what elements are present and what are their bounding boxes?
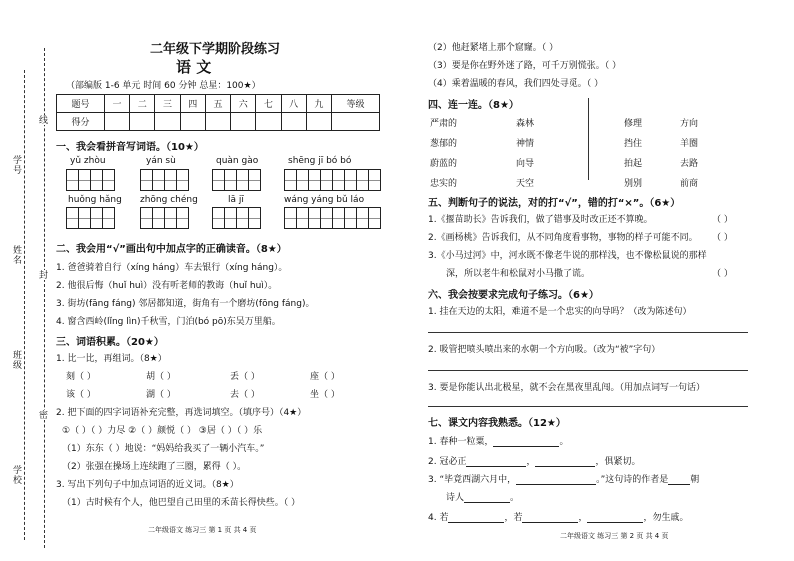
pinyin-label: zhōng chéng xyxy=(140,195,198,205)
reading-line[interactable]: 2. 他很后悔（huǐ huì）没有听老师的教诲（huǐ huì）。 xyxy=(56,281,278,291)
margin-school: 学校 xyxy=(11,465,21,485)
blank[interactable] xyxy=(516,474,596,485)
idiom-options[interactable]: ①（ ）（ ）力尽 ②（ ）颜悦（ ） ③居（ ）（ ）乐 xyxy=(62,426,263,436)
recite-3b xyxy=(446,490,519,503)
writing-grid[interactable] xyxy=(212,207,261,229)
question-3-1: 1. 比一比，再组词。（8★） xyxy=(56,354,167,364)
idiom-fill-2[interactable]: （2）张强在操场上连续跑了三圈，累得（ ）。 xyxy=(62,462,247,472)
section-5-heading: 五、判断句子的说法，对的打“√”，错的打“×”。（6★） xyxy=(428,198,681,209)
recite-3-end: 朝 xyxy=(690,475,700,485)
synonym-2[interactable]: （2）他赶紧堵上那个窟窿。（ ） xyxy=(428,43,559,53)
writing-grid[interactable] xyxy=(140,207,189,229)
score-header-cell: 八 xyxy=(281,95,306,113)
pinyin-label: huǒng hǎng xyxy=(68,195,122,205)
recite-3 xyxy=(428,472,699,485)
score-cell[interactable] xyxy=(104,113,129,131)
recite-4-end: ，勿生戚。 xyxy=(643,513,689,523)
exam-title: 二年级下学期阶段练习 xyxy=(150,42,281,57)
word-pair[interactable]: 坐（ ） xyxy=(310,390,340,400)
match-left-b[interactable]: 向导 xyxy=(516,159,535,169)
score-header-cell: 一 xyxy=(104,95,129,113)
match-left-a[interactable]: 忠实的 xyxy=(430,179,458,189)
score-header-cell: 七 xyxy=(256,95,281,113)
blank[interactable] xyxy=(448,512,504,523)
section-1-heading: 一、我会看拼音写词语。（10★） xyxy=(56,142,204,153)
match-right-a[interactable]: 别别 xyxy=(624,179,643,189)
exam-meta: （部编版 1-6 单元 时间 60 分钟 总星：100★） xyxy=(66,81,261,91)
score-cell[interactable] xyxy=(205,113,230,131)
blank[interactable] xyxy=(464,492,510,503)
score-header-cell: 二 xyxy=(130,95,155,113)
synonym-3[interactable]: （3）要是你在野外迷了路，可千万别慌张。（ ） xyxy=(428,61,622,71)
idiom-fill-1[interactable]: （1）东东（ ）地说：“妈妈给我买了一辆小汽车。” xyxy=(62,444,265,454)
recite-3-mid: 。”这句诗的作者是 xyxy=(596,475,669,485)
reading-line[interactable]: 4. 窗含西岭(lǐng lìn)千秋雪，门泊(bó pō)东吴万里船。 xyxy=(56,317,281,327)
judge-2: 2.《画杨桃》告诉我们，从不同角度看事物，事物的样子可能不同。 xyxy=(428,233,698,243)
answer-line[interactable] xyxy=(428,406,748,407)
recite-1 xyxy=(428,434,568,447)
exam-subject: 语 文 xyxy=(176,58,212,76)
word-pair[interactable]: 座（ ） xyxy=(310,372,340,382)
score-header-cell: 五 xyxy=(205,95,230,113)
pinyin-label: wáng yáng bǔ láo xyxy=(284,195,365,205)
score-table xyxy=(56,94,380,131)
judge-3: 3.《小马过河》中，河水既不像老牛说的那样浅，也不像松鼠说的那样 xyxy=(428,251,707,261)
match-right-b[interactable]: 前商 xyxy=(680,179,699,189)
word-pair[interactable]: 胡（ ） xyxy=(146,372,176,382)
writing-grid[interactable] xyxy=(212,169,261,191)
rewrite-1: 1. 挂在天边的太阳，难道不是一个忠实的向导吗？（改为陈述句） xyxy=(428,307,692,317)
reading-line[interactable]: 1. 爸爸骑着自行（xíng háng）车去银行（xíng háng）。 xyxy=(56,263,288,273)
recite-2-end: ，俱紧切。 xyxy=(595,457,641,467)
writing-grid[interactable] xyxy=(66,207,115,229)
writing-grid[interactable] xyxy=(140,169,189,191)
score-cell[interactable] xyxy=(231,113,256,131)
pinyin-label: quàn gào xyxy=(216,156,259,166)
match-right-b[interactable]: 羊圈 xyxy=(680,139,699,149)
score-row-values xyxy=(57,113,380,131)
score-row-header xyxy=(57,95,380,113)
score-cell[interactable] xyxy=(256,113,281,131)
margin-student-id: 学号 xyxy=(11,155,21,175)
margin-name: 姓名 xyxy=(11,245,21,265)
writing-grid[interactable] xyxy=(284,169,381,191)
section-2-heading: 二、我会用“√”画出句中加点字的正确读音。（8★） xyxy=(56,244,287,255)
word-pair[interactable]: 该（ ） xyxy=(66,390,96,400)
recite-1-end: 。 xyxy=(559,437,569,447)
writing-grid[interactable] xyxy=(66,169,115,191)
judge-3-answer[interactable]: （ ） xyxy=(712,269,733,279)
section-7-heading: 七、课文内容我熟悉。（12★） xyxy=(428,418,566,429)
reading-line[interactable]: 3. 街坊(fāng fáng) 邻居都知道，街角有一个磨坊(fōng fáng)。 xyxy=(56,299,315,309)
recite-3b-end: 。 xyxy=(510,493,520,503)
margin-class: 班级 xyxy=(11,350,21,370)
judge-2-answer[interactable]: （ ） xyxy=(712,233,733,243)
recite-4-mid1: ，若 xyxy=(504,513,523,523)
judge-1-answer[interactable]: （ ） xyxy=(712,215,733,225)
rewrite-3: 3. 要是你能认出北极星，就不会在黑夜里乱闯。（用加点词写一句话） xyxy=(428,383,705,393)
recite-4-mid2: ， xyxy=(578,513,588,523)
blank[interactable] xyxy=(668,474,690,485)
blank[interactable] xyxy=(587,512,643,523)
section-4-heading: 四、连一连。（8★） xyxy=(428,100,519,111)
recite-3b-text: 诗人 xyxy=(446,493,465,503)
pinyin-label: yǔ zhòu xyxy=(70,156,106,166)
match-left-b[interactable]: 森林 xyxy=(516,119,535,129)
score-cell[interactable] xyxy=(130,113,155,131)
match-left-a[interactable]: 蔚蓝的 xyxy=(430,159,458,169)
blank[interactable] xyxy=(535,456,595,467)
score-header-cell: 六 xyxy=(231,95,256,113)
recite-2 xyxy=(428,454,640,467)
score-cell[interactable] xyxy=(306,113,331,131)
match-right-b[interactable]: 去路 xyxy=(680,159,699,169)
margin-seal-secret: 密 xyxy=(37,410,47,420)
question-3-3: 3. 写出下列句子中加点词语的近义词。（8★） xyxy=(56,480,239,490)
score-header-cell: 题号 xyxy=(57,95,105,113)
match-right-a[interactable]: 挡住 xyxy=(624,139,643,149)
section-6-heading: 六、我会按要求完成句子练习。（6★） xyxy=(428,290,599,301)
recite-4 xyxy=(428,510,689,523)
score-label-cell: 得分 xyxy=(57,113,105,131)
match-left-b[interactable]: 神情 xyxy=(516,139,535,149)
answer-line[interactable] xyxy=(428,332,748,333)
binding-line-outer xyxy=(24,70,25,540)
match-right-a[interactable]: 修理 xyxy=(624,119,643,129)
judge-3-cont: 深，所以老牛和松鼠对小马撒了谎。 xyxy=(446,269,591,279)
pinyin-label: lā jī xyxy=(228,195,244,205)
score-header-cell: 等级 xyxy=(332,95,380,113)
synonym-1[interactable]: （1）古时候有个人，他巴望自己田里的禾苗长得快些。（ ） xyxy=(62,498,301,508)
match-right-a[interactable]: 拍起 xyxy=(624,159,643,169)
judge-1: 1.《揠苗助长》告诉我们，做了错事及时改正还不算晚。 xyxy=(428,215,653,225)
recite-4-text: 4. 若 xyxy=(428,513,449,523)
blank[interactable] xyxy=(522,512,578,523)
margin-seal-line: 线 xyxy=(37,115,47,125)
margin-seal-seal: 封 xyxy=(37,270,47,280)
match-left-b[interactable]: 天空 xyxy=(516,179,535,189)
word-pair[interactable]: 刻（ ） xyxy=(66,372,96,382)
recite-1-text: 1. 春种一粒粟， xyxy=(428,437,494,447)
match-left-a[interactable]: 严肃的 xyxy=(430,119,458,129)
score-cell[interactable] xyxy=(155,113,180,131)
page-2-footer: 二年级语文 练习三 第 2 页 共 4 页 xyxy=(560,532,669,540)
section-3-heading: 三、词语积累。（20★） xyxy=(56,337,164,348)
question-3-2: 2. 把下面的四字词语补充完整，再选词填空。（填序号）（4★） xyxy=(56,408,307,418)
recite-2-text: 2. 冠必正 xyxy=(428,457,467,467)
recite-3-text: 3. “毕竟西湖六月中， xyxy=(428,475,517,485)
blank[interactable] xyxy=(466,456,526,467)
score-cell[interactable] xyxy=(180,113,205,131)
match-left-a[interactable]: 葱郁的 xyxy=(430,139,458,149)
match-right-b[interactable]: 方向 xyxy=(680,119,699,129)
blank[interactable] xyxy=(493,436,559,447)
word-pair[interactable]: 丢（ ） xyxy=(230,372,260,382)
page-1-footer: 二年级语文 练习三 第 1 页 共 4 页 xyxy=(148,526,257,534)
score-header-cell: 四 xyxy=(180,95,205,113)
score-cell[interactable] xyxy=(281,113,306,131)
score-header-cell: 三 xyxy=(155,95,180,113)
pinyin-label: yán sù xyxy=(146,156,176,166)
answer-line[interactable] xyxy=(428,370,748,371)
synonym-4[interactable]: （4）乘着温暖的春风，我们四处寻觅。（ ） xyxy=(428,79,604,89)
match-divider xyxy=(588,98,589,180)
writing-grid[interactable] xyxy=(284,207,381,229)
score-header-cell: 九 xyxy=(306,95,331,113)
recite-2-mid: ， xyxy=(526,457,536,467)
word-pair[interactable]: 湖（ ） xyxy=(146,390,176,400)
word-pair[interactable]: 去（ ） xyxy=(230,390,260,400)
rewrite-2: 2. 吸管把喷头喷出来的水朝一个方向吸。（改为“被”字句） xyxy=(428,345,661,355)
score-cell[interactable] xyxy=(332,113,380,131)
pinyin-label: shēng jī bó bó xyxy=(288,156,352,166)
